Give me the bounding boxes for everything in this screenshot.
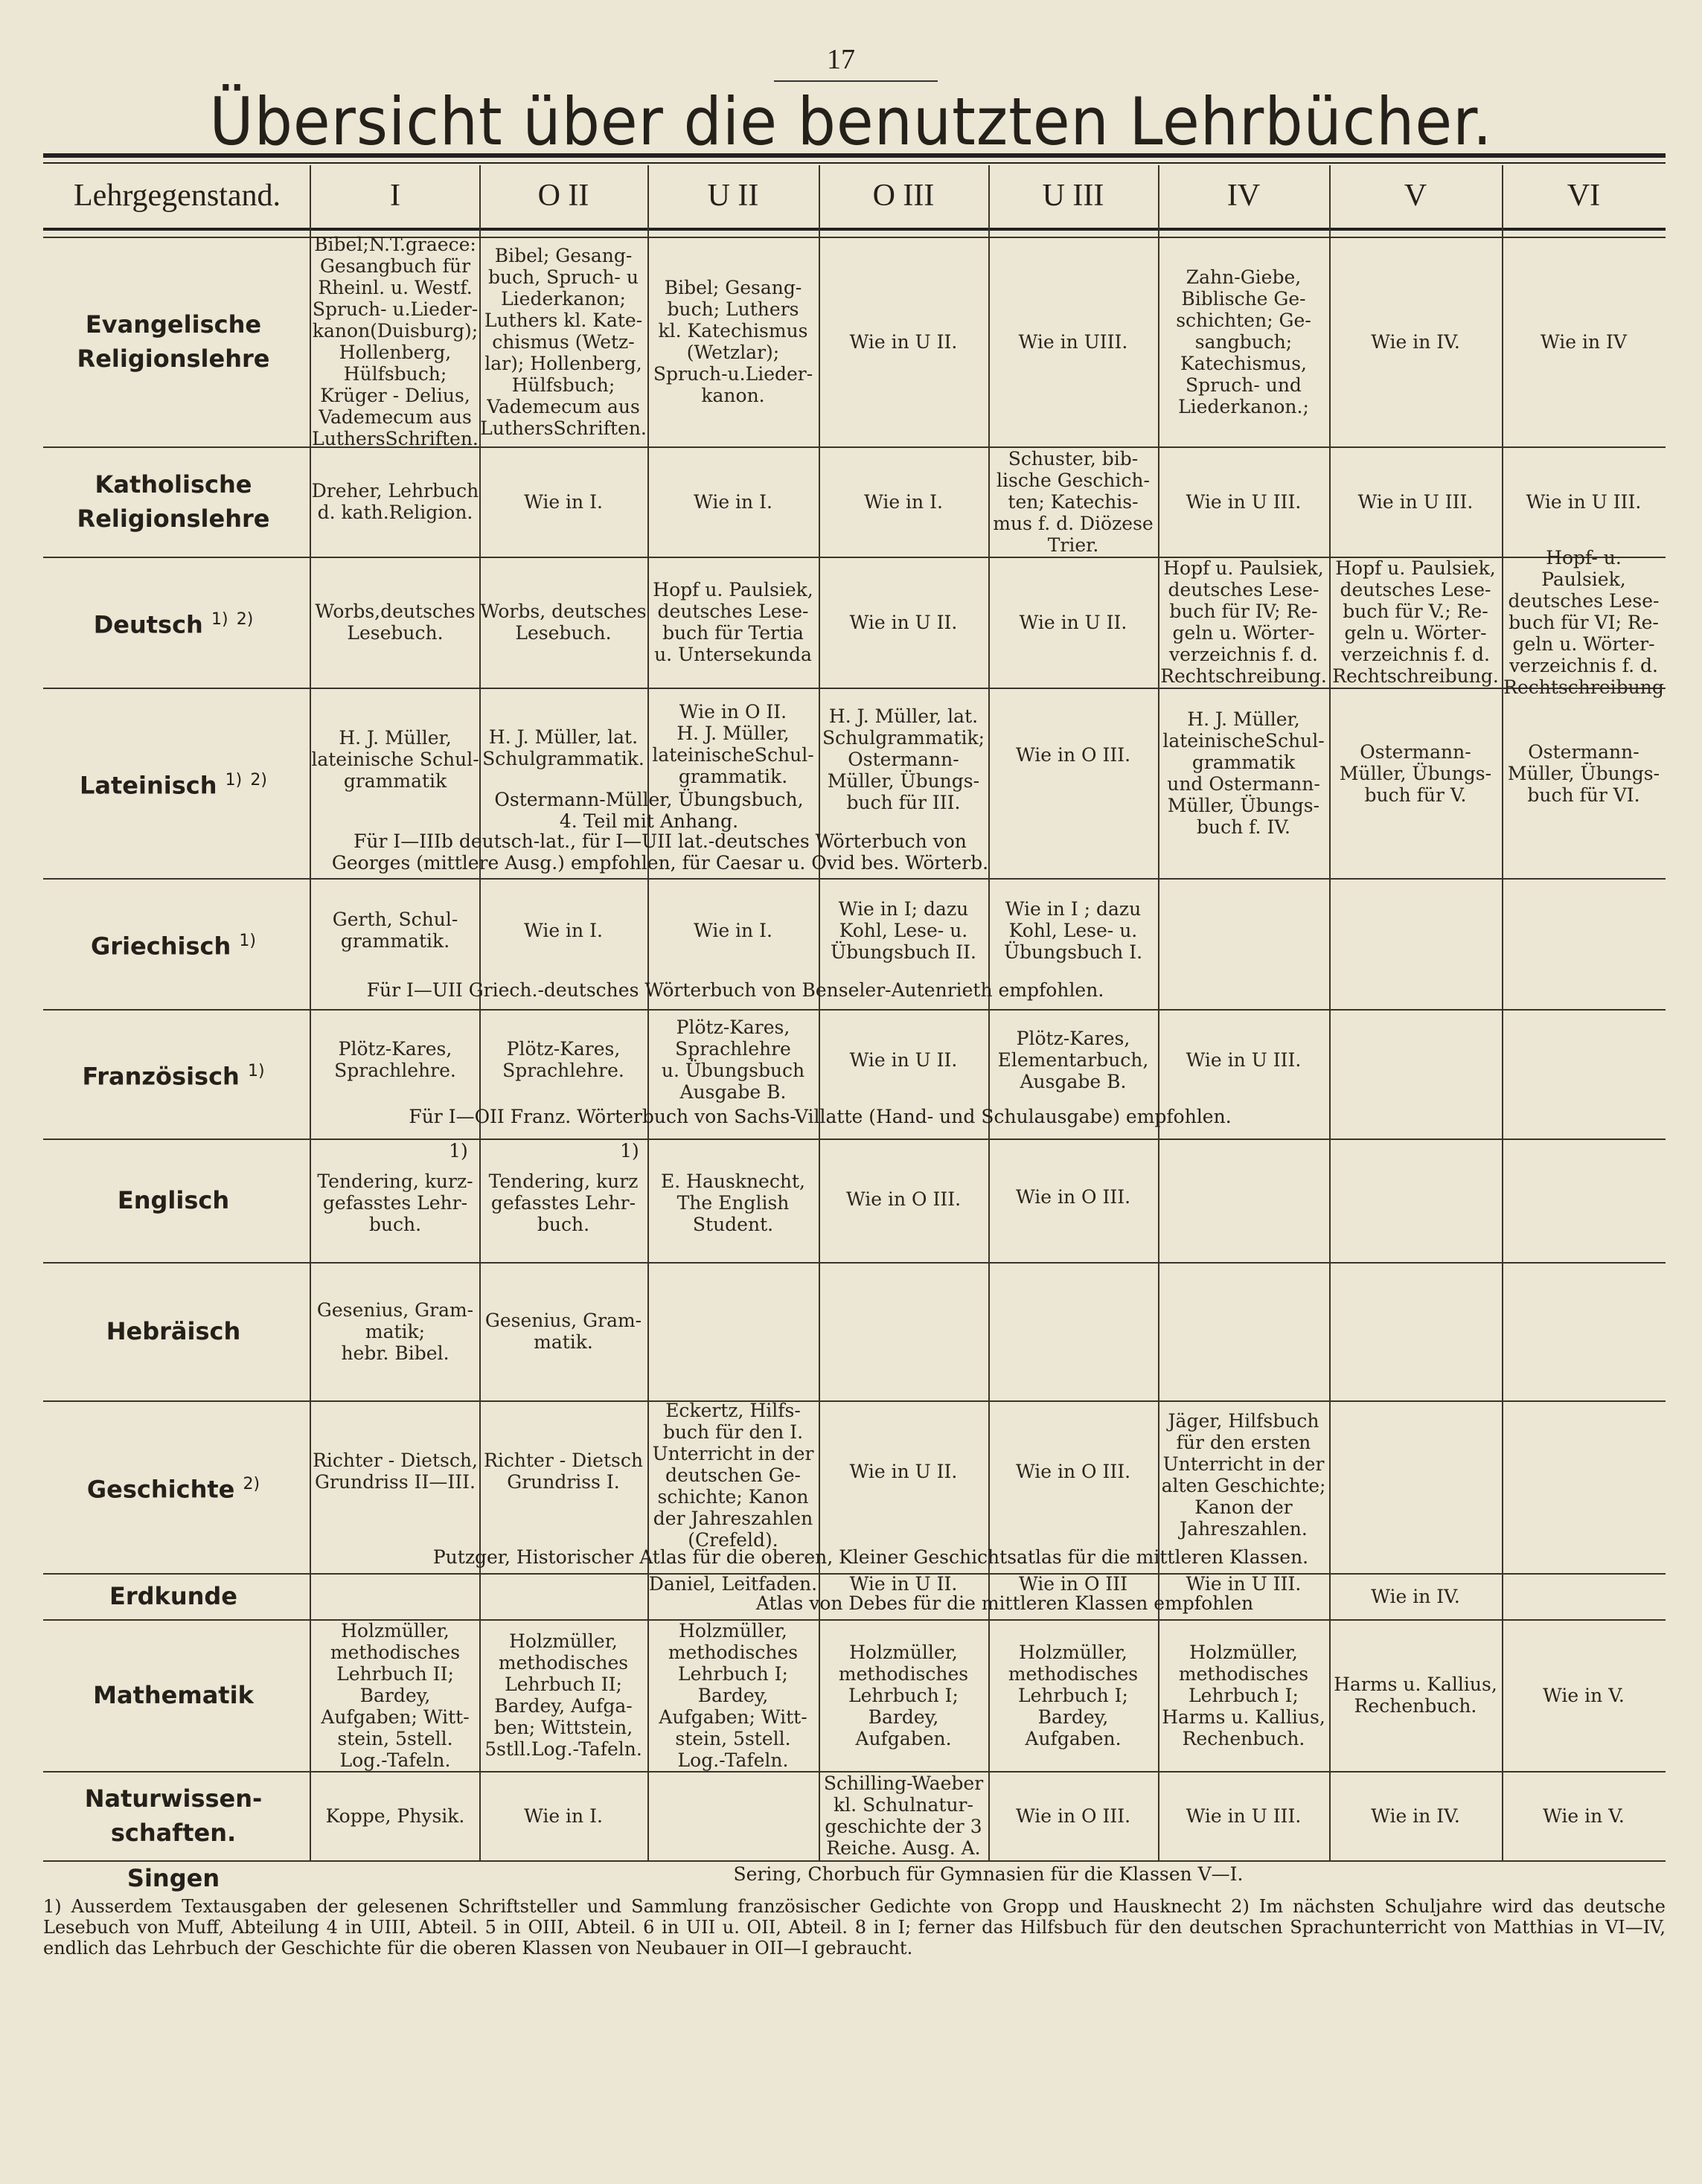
cell-kath-IV: Wie in U III. (1186, 490, 1302, 513)
subject-label: Naturwissen-schaften. (84, 1784, 263, 1847)
cell-gr-I: Gerth, Schul- grammatik. (332, 909, 458, 952)
cell-na-OII: Wie in I. (524, 1804, 603, 1827)
subject-erdkunde (43, 1573, 304, 1619)
subject-label: Erdkunde (109, 1582, 237, 1610)
cell-deu-VI: Hopf- u. Paulsiek, deutsches Lese- buch für VI; Re- geln u. Wörter- verzeichnis f. d. Rechtschreibung (1503, 546, 1664, 698)
header-V: V (1404, 179, 1427, 213)
french-dictionary-note: Für I—OII Franz. Wörterbuch von Sachs-Villatte (Hand- und Schulausgabe) empfohlen. (409, 1106, 1232, 1127)
subject-singen (43, 1860, 304, 1896)
cell-gr-OIII: Wie in I; dazu Kohl, Lese- u. Übungsbuch II. (831, 897, 976, 963)
cell-ge-UII: Eckertz, Hilfs- buch für den I. Unterricht in der deutschen Ge- schichte; Kanon der Jahreszahlen (Crefeld). (652, 1399, 814, 1551)
footnote: 1) Ausserdem Textausgaben der gelesenen Schriftsteller und Sammlung französischer Gedichte von Gropp und Hausknecht 2) Im nächsten Schuljahre wird das deutsche Lesebuch von Muff, Abteilung 4 in UIII, Abteil. 5 in OIII, Abteil. 6 in UII u. OII, Abteil. 8 in I; ferner das Hilfsbuch für den deutschen Sprachunterricht von Matthias in VI—IV, endlich das Lehrbuch der Geschichte für die oberen Klassen von Neubauer in OII—I gebraucht. (43, 1896, 1666, 1959)
subject-latein (43, 688, 304, 878)
cell-kath-UIII: Schuster, bib- lische Geschich- ten; Katechis- mus f. d. Diözese Trier. (993, 447, 1154, 556)
subject-label: Französisch (82, 1062, 240, 1091)
cell-en-I: Tendering, kurz- gefasstes Lehr- buch. (317, 1170, 473, 1235)
subject-label: Katholische Religionslehre (77, 470, 270, 533)
header-rule (43, 228, 1666, 231)
cell-na-UIII: Wie in O III. (1015, 1804, 1131, 1827)
footnote-mark-english-I: 1) (449, 1140, 468, 1162)
subject-label: Englisch (117, 1186, 230, 1214)
cell-he-OII: Gesenius, Gram- matik. (484, 1310, 642, 1353)
header-UII: U II (707, 179, 759, 213)
cell-ge-OII: Richter - Dietsch Grundriss I. (484, 1450, 643, 1493)
cell-lat-VI: Ostermann- Müller, Übungs- buch für VI. (1507, 740, 1660, 806)
cell-na-I: Koppe, Physik. (325, 1804, 465, 1827)
subject-label: Evangelische Religionslehre (77, 310, 270, 373)
cell-he-I: Gesenius, Gram- matik; hebr. Bibel. (316, 1298, 474, 1364)
cell-erd-V: Wie in IV. (1371, 1585, 1460, 1607)
cell-ma-OIII: Holzmüller, methodisches Lehrbuch I; Bardey, Aufgaben. (838, 1641, 969, 1749)
subject-franzoesisch (43, 1009, 304, 1139)
cell-kath-V: Wie in U III. (1357, 490, 1474, 513)
cell-ev-UII: Bibel; Gesang- buch; Luthers kl. Katechismus (Wetzlar); Spruch-u.Lieder- kanon. (653, 277, 813, 406)
subject-geschichte (43, 1400, 304, 1573)
history-atlas-note: Putzger, Historischer Atlas für die oberen, Kleiner Geschichtsatlas für die mittleren Klassen. (432, 1546, 1309, 1568)
page-number-rule (774, 80, 938, 82)
cell-ma-VI: Wie in V. (1543, 1684, 1625, 1706)
cell-na-IV: Wie in U III. (1186, 1804, 1302, 1827)
footnote-mark: 1) (211, 609, 228, 629)
cell-erd-UII: Daniel, Leitfaden. (648, 1572, 818, 1595)
cell-erd-IV: Wie in U III. (1186, 1572, 1302, 1595)
footnote-mark-english-OII: 1) (620, 1140, 639, 1162)
page-title: Übersicht über die benutzten Lehrbücher. (209, 83, 1493, 160)
cell-gr-OII: Wie in I. (524, 919, 603, 941)
subject-griechisch (43, 878, 304, 1009)
cell-lat-UII: Wie in O II. H. J. Müller, lateinischeSchul- grammatik. (652, 701, 814, 787)
cell-na-VI: Wie in V. (1543, 1804, 1625, 1827)
cell-kath-VI: Wie in U III. (1526, 490, 1642, 513)
subject-ev-religion (43, 237, 304, 446)
cell-deu-I: Worbs,deutsches Lesebuch. (315, 601, 476, 644)
subject-label: Mathematik (93, 1681, 254, 1709)
header-UIII: U III (1042, 179, 1104, 213)
footnote-mark: 1) (247, 1061, 265, 1080)
cell-ma-IV: Holzmüller, methodisches Lehrbuch I; Harms u. Kallius, Rechenbuch. (1162, 1641, 1325, 1749)
footnote-mark: 1) (225, 770, 243, 790)
cell-fr-IV: Wie in U III. (1186, 1048, 1302, 1071)
cell-gr-UII: Wie in I. (694, 919, 772, 941)
cell-deu-OIII: Wie in U II. (849, 611, 958, 633)
cell-fr-OIII: Wie in U II. (849, 1048, 958, 1071)
page-number: 17 (827, 44, 855, 75)
cell-deu-IV: Hopf u. Paulsiek, deutsches Lese- buch für IV; Re- geln u. Wörter- verzeichnis f. d. Rechtschreibung. (1160, 557, 1327, 687)
cell-fr-UIII: Plötz-Kares, Elementarbuch, Ausgabe B. (997, 1027, 1149, 1092)
subject-label: Hebräisch (106, 1317, 241, 1345)
cell-ma-OII: Holzmüller, methodisches Lehrbuch II; Bardey, Aufga- ben; Wittstein, 5stll.Log.-Tafeln. (484, 1630, 642, 1760)
subject-label: Griechisch (91, 932, 231, 961)
subject-kath-religion (43, 446, 304, 557)
geography-atlas-note: Atlas von Debes für die mittleren Klassen empfohlen (755, 1592, 1254, 1614)
cell-deu-V: Hopf u. Paulsiek, deutsches Lese- buch für V.; Re- geln u. Wörter- verzeichnis f. d. Rechtschreibung. (1332, 557, 1499, 687)
subject-label: Lateinisch (80, 771, 217, 800)
header-I: I (390, 179, 400, 213)
cell-lat-OIII: H. J. Müller, lat. Schulgrammatik; Ostermann- Müller, Übungs- buch für III. (822, 705, 985, 813)
cell-kath-I: Dreher, Lehrbuch d. kath.Religion. (311, 480, 479, 523)
header-IV: IV (1226, 179, 1261, 213)
cell-ev-UIII: Wie in UIII. (1018, 330, 1128, 353)
cell-ev-VI: Wie in IV (1541, 330, 1627, 353)
footnote-mark: 2) (250, 770, 267, 790)
cell-lat-UIII: Wie in O III. (1015, 743, 1131, 766)
header-OIII: O III (872, 179, 935, 213)
cell-ma-V: Harms u. Kallius, Rechenbuch. (1334, 1674, 1497, 1717)
header-subject: Lehrgegenstand. (74, 179, 281, 213)
cell-ge-I: Richter - Dietsch, Grundriss II—III. (313, 1450, 478, 1493)
cell-kath-OIII: Wie in I. (864, 490, 943, 513)
cell-ge-UIII: Wie in O III. (1015, 1460, 1131, 1482)
cell-lat-I: H. J. Müller, lateinische Schul- grammatik (311, 726, 479, 792)
greek-dictionary-note: Für I—UII Griech.-deutsches Wörterbuch von Benseler-Autenrieth empfohlen. (366, 979, 1104, 1001)
cell-na-V: Wie in IV. (1371, 1804, 1460, 1827)
subject-naturwissenschaften (43, 1771, 304, 1860)
footnote-mark: 2) (243, 1474, 260, 1493)
subject-label: Geschichte (86, 1475, 235, 1504)
cell-en-UIII: Wie in O III. (1015, 1185, 1131, 1208)
subject-mathematik (43, 1619, 304, 1771)
cell-deu-UII: Hopf u. Paulsiek, deutsches Lese- buch für Tertia u. Untersekunda (653, 579, 813, 665)
cell-deu-UIII: Wie in U II. (1019, 611, 1127, 633)
cell-en-UII: E. Hausknecht, The English Student. (661, 1170, 805, 1235)
header-VI: VI (1567, 179, 1601, 213)
cell-fr-I: Plötz-Kares, Sprachlehre. (334, 1038, 456, 1081)
cell-ev-OII: Bibel; Gesang- buch, Spruch- u Liederkanon; Luthers kl. Kate- chismus (Wetz- lar); Hollenberg, Hülfsbuch; Vademecum aus LuthersSchriften. (480, 244, 647, 439)
cell-gr-UIII: Wie in I ; dazu Kohl, Lese- u. Übungsbuch I. (1003, 897, 1143, 963)
cell-lat-V: Ostermann- Müller, Übungs- buch für V. (1339, 740, 1492, 806)
cell-deu-OII: Worbs, deutsches Lesebuch. (480, 601, 647, 644)
cell-ev-I: Bibel;N.T.graece: Gesangbuch für Rheinl. u. Westf. Spruch- u.Lieder- kanon(Duisburg); Hollenberg, Hülfsbuch; Krüger - Delius, Vademecum aus LuthersSchriften. (312, 234, 479, 449)
cell-fr-OII: Plötz-Kares, Sprachlehre. (502, 1038, 624, 1081)
cell-lat-OII: H. J. Müller, lat. Schulgrammatik. (482, 726, 644, 769)
footnote-mark: 2) (236, 609, 254, 629)
cell-ma-UII: Holzmüller, methodisches Lehrbuch I; Bardey, Aufgaben; Witt- stein, 5stell. Log.-Tafeln. (659, 1619, 807, 1771)
subject-label: Deutsch (93, 610, 203, 639)
cell-kath-OII: Wie in I. (524, 490, 603, 513)
cell-erd-UIII: Wie in O III (1018, 1572, 1128, 1595)
cell-lat-IV: H. J. Müller, lateinischeSchul- grammatik und Ostermann- Müller, Übungs- buch f. IV. (1162, 708, 1325, 838)
cell-kath-UII: Wie in I. (694, 490, 772, 513)
subject-englisch (43, 1139, 304, 1262)
cell-na-OIII: Schilling-Waeber kl. Schulnatur- geschichte der 3 Reiche. Ausg. A. (823, 1773, 984, 1859)
cell-erd-OIII: Wie in U II. (849, 1572, 958, 1595)
subject-label: Singen (127, 1864, 220, 1892)
cell-ev-IV: Zahn-Giebe, Biblische Ge- schichten; Ge- sangbuch; Katechismus, Spruch- und Liederkanon.; (1176, 266, 1311, 417)
singing-note: Sering, Chorbuch für Gymnasien für die Klassen V—I. (733, 1863, 1244, 1885)
latin-dictionary-note: Für I—IIIb deutsch-lat., für I—UII lat.-deutsches Wörterbuch von Georges (mittlere Ausg.) empfohlen, für Caesar u. Ovid bes. Wörterb. (331, 830, 989, 874)
subject-hebraeisch (43, 1262, 304, 1400)
subject-deutsch (43, 557, 304, 688)
footnote-mark: 1) (239, 931, 256, 950)
header-OII: O II (537, 179, 589, 213)
cell-ev-OIII: Wie in U II. (849, 330, 958, 353)
cell-ma-I: Holzmüller, methodisches Lehrbuch II; Bardey, Aufgaben; Witt- stein, 5stell. Log.-Tafeln. (321, 1619, 470, 1771)
top-rule-thin (43, 162, 1666, 164)
cell-ge-IV: Jäger, Hilfsbuch für den ersten Unterricht in der alten Geschichte; Kanon der Jahreszahlen. (1161, 1410, 1326, 1540)
cell-ev-V: Wie in IV. (1371, 330, 1460, 353)
top-rule (43, 153, 1666, 158)
cell-fr-UII: Plötz-Kares, Sprachlehre u. Übungsbuch Ausgabe B. (661, 1016, 805, 1103)
cell-en-OII: Tendering, kurz gefasstes Lehr- buch. (488, 1170, 639, 1235)
cell-ma-UIII: Holzmüller, methodisches Lehrbuch I; Bardey, Aufgaben. (1008, 1641, 1139, 1749)
cell-lat-OII-UII-span: Ostermann-Müller, Übungsbuch, 4. Teil mit Anhang. (494, 789, 804, 832)
cell-en-OIII: Wie in O III. (845, 1188, 962, 1210)
cell-ge-OIII: Wie in U II. (849, 1460, 958, 1482)
